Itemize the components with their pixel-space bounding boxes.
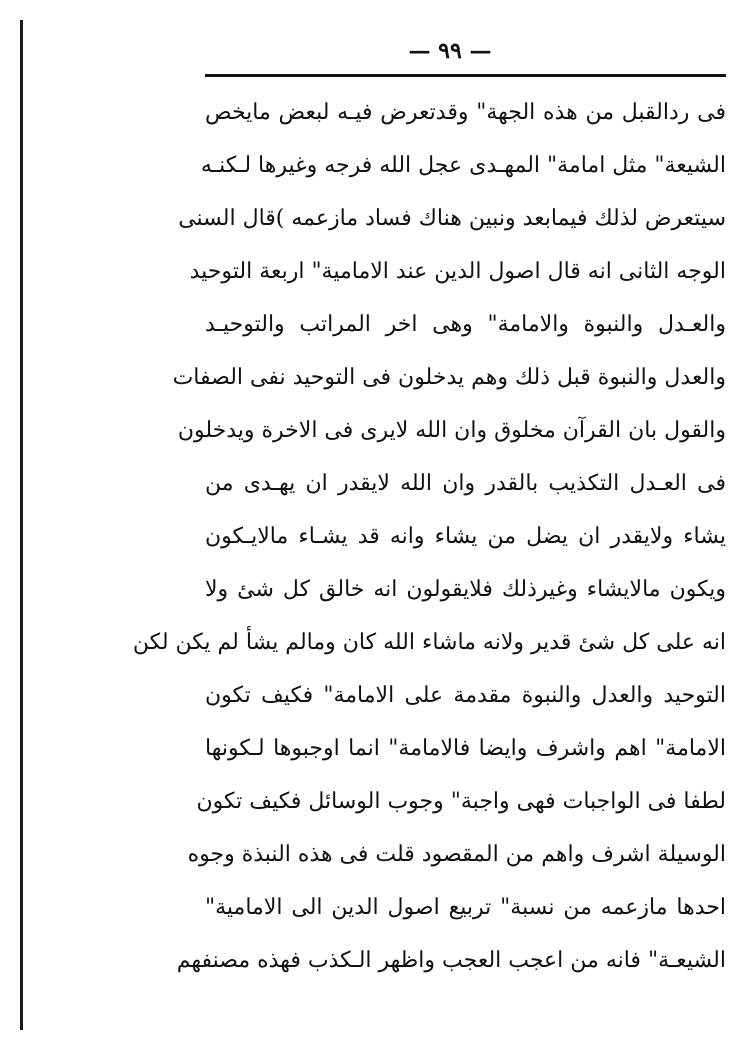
text-line: والعدل والنبوة قبل ذلك وهم يدخلون فى التوحيد نفى الصفات [172,365,726,390]
text-line: والعـدل والنبوة والامامة" وهى اخر المراتب والتوحيـد [205,312,726,337]
text-line: فى العـدل التكذيب بالقدر وان الله لايقدر ان يهـدى من [205,471,726,496]
header-rule [205,74,726,77]
page-edge-rule [20,20,23,1030]
text-line: الامامة" اهم واشرف وايضا فالامامة" انما اوجبوها لـكونها [205,736,726,761]
text-line: والقول بان القرآن مخلوق وان الله لايرى فى الاخرة ويدخلون [177,418,726,443]
text-line: الوسيلة اشرف واهم من المقصود قلت فى هذه النبذة وجوه [187,842,726,867]
text-line: الشيعـة" فانه من اعجب العجب واظهر الـكذب فهذه مصنفهم [176,948,726,973]
text-line: انه على كل شئ قدير ولانه ماشاء الله كان ومالم يشأ لم يكن لكن [132,630,726,655]
text-line: الوجه الثانى انه قال اصول الدين عند الامامية" اربعة التوحيد [189,259,726,284]
text-line: يشاء ولايقدر ان يضل من يشاء وانه قد يشـاء مالايـكون [205,524,726,549]
page-number: — ٩٩ — [408,38,492,64]
text-line: التوحيد والعدل والنبوة مقدمة على الامامة" فكيف تكون [205,683,726,708]
text-line: احدها مازعمه من نسبة" تربيع اصول الدين الى الامامية" [205,895,726,920]
text-line: الشيعة" مثل امامة" المهـدى عجل الله فرجه وغيرها لـكنـه [200,153,726,178]
text-line: سيتعرض لذلك فيمابعد ونبين هناك فساد مازعمه )قال السنى [178,206,726,231]
body-text [132,86,726,987]
text-line: فى ردالقبل من هذه الجهة" وقدتعرض فيـه لبعض مايخص [205,100,726,125]
text-line: لطفا فى الواجبات فهى واجبة" وجوب الوسائل فكيف تكون [196,789,726,814]
text-line: ويكون مالايشاء وغيرذلك فلايقولون انه خالق كل شئ ولا [205,577,726,602]
